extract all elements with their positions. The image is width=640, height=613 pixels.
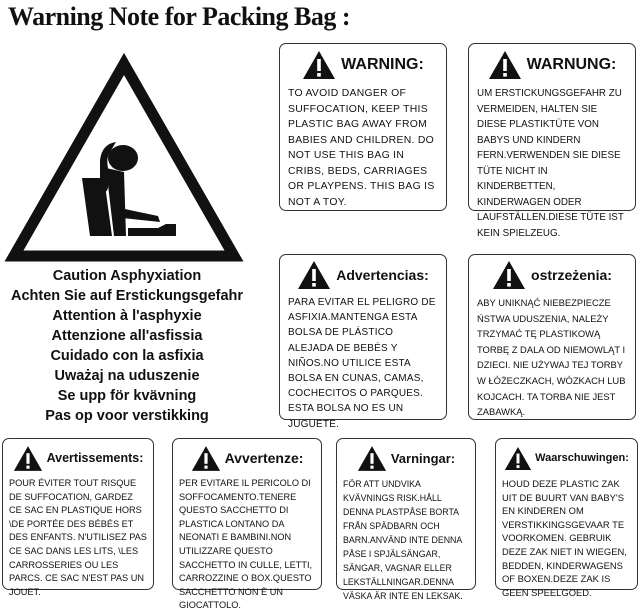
warning-box-german bbox=[468, 43, 636, 239]
box-heading: Advertencias: bbox=[336, 267, 429, 283]
caution-line: Se upp för kvävning bbox=[57, 388, 197, 404]
box-heading: ostrzeżenia: bbox=[531, 267, 612, 283]
box-text: HOUD DEZE PLASTIC ZAK UIT DE BUURT VAN BABY'S EN KINDEREN OM VERSTIKKINGSGEVAAR TE VOORKOMEN. GEBRUIK DEZE ZAK NIET IN WIEGEN, BEDDEN, KINDERWAGENS OF BOXEN.DEZE ZAK IS GEEN SPEELGOED. bbox=[502, 478, 627, 598]
warning-triangle-icon bbox=[297, 260, 331, 290]
box-heading: WARNING: bbox=[341, 56, 424, 73]
box-heading: Waarschuwingen: bbox=[535, 452, 629, 464]
box-heading: Avvertenze: bbox=[224, 450, 304, 466]
warning-triangle-icon bbox=[504, 446, 532, 471]
warning-triangle-icon bbox=[357, 445, 387, 472]
warning-box-english bbox=[279, 43, 447, 211]
caution-line: Achten Sie auf Erstickungsgefahr bbox=[10, 288, 244, 304]
warning-triangle-icon bbox=[191, 445, 221, 472]
suffocation-sign-icon bbox=[8, 58, 240, 262]
box-text: ABY UNIKNĄĆ NIEBEZPIECZE ŃSTWA UDUSZENIA, NALEŻY TRZYMAĆ TĘ PLASTIKOWĄ TORBĘ Z DALA OD NIEMOWLĄT I DZIECI. NIE UŻYWAJ TEJ TORBY W ŁÓŻECZKACH, WÓZKACH LUB KOJCACH. TA TORBA NIE JEST ZABAWKĄ. bbox=[477, 297, 626, 418]
warning-box-spanish bbox=[279, 254, 447, 430]
caution-list bbox=[0, 266, 254, 426]
box-text: TO AVOID DANGER OF SUFFOCATION, KEEP THIS PLASTIC BAG AWAY FROM BABIES AND CHILDREN. DO NOT USE THIS BAG IN CRIBS, BEDS, CARRIAGES OR PLAYPENS. THIS BAG IS NOT A TOY. bbox=[288, 88, 435, 208]
warning-box-polish bbox=[468, 254, 636, 420]
warning-box-italian bbox=[172, 438, 322, 611]
caution-line: Cuidado con la asfixia bbox=[50, 348, 204, 364]
warning-box-french bbox=[2, 438, 154, 597]
caution-line: Attention à l'asphyxie bbox=[52, 308, 202, 324]
warning-triangle-icon bbox=[488, 50, 522, 80]
box-heading: Avertissements: bbox=[46, 451, 144, 465]
warning-triangle-icon bbox=[302, 50, 336, 80]
box-text: PARA EVITAR EL PELIGRO DE ASFIXIA.MANTENGA ESTA BOLSA DE PLÁSTICO ALEJADA DE BEBÉS Y NIÑOS.NO UTILICE ESTA BOLSA EN CUNAS, CAMAS, COCHECITOS O PARQUES. ESTA BOLSA NO ES UN JUGUETE. bbox=[288, 297, 436, 430]
caution-line: Caution Asphyxiation bbox=[52, 268, 202, 284]
page-title: Warning Note for Packing Bag : bbox=[8, 2, 351, 31]
warning-triangle-icon bbox=[492, 260, 526, 290]
warning-triangle-icon bbox=[13, 445, 43, 472]
box-text: PER EVITARE IL PERICOLO DI SOFFOCAMENTO.TENERE QUESTO SACCHETTO DI PLASTICA LONTANO DA NEONATI E BAMBINI.NON UTILIZZARE QUESTO SACCHETTO IN CULLE, LETTI, CARROZZINE O BOX.QUESTO SACCHETTO NON È UN GIOCATTOLO. bbox=[179, 478, 313, 611]
warning-box-swedish bbox=[336, 438, 476, 601]
box-text: POUR ÉVITER TOUT RISQUE DE SUFFOCATION, GARDEZ CE SAC EN PLASTIQUE HORS \DE PORTÉE DES BÉBÉS ET DES ENFANTS. N'UTILISEZ PAS CE SAC DANS LES LITS, \LES CARROSSERIES OU LES PARCS. CE SAC N'EST PAS UN JOUET. bbox=[9, 478, 147, 597]
box-heading: WARNUNG: bbox=[526, 56, 617, 73]
caution-line: Uważaj na uduszenie bbox=[54, 368, 200, 384]
box-heading: Varningar: bbox=[390, 450, 456, 466]
warning-box-dutch bbox=[495, 438, 638, 598]
box-text: FÖR ATT UNDVIKA KVÄVNINGS RISK.HÅLL DENNA PLASTPÅSE BORTA FRÅN SPÄDBARN OCH BARN.ANVÄND INTE DENNA PÅSE I SPJÄLSÄNGAR, SÄNGAR, VAGNAR ELLER LEKSTÄLLNINGAR.DENNA VÄSKA ÄR INTE EN LEKSAK. bbox=[343, 479, 463, 601]
box-text: UM ERSTICKUNGSGEFAHR ZU VERMEIDEN, HALTEN SIE DIESE PLASTIKTÜTE VON BABYS UND KINDERN FERN.VERWENDEN SIE DIESE TÜTE NICHT IN KINDERBETTEN, KINDERWAGEN ODER LAUFSTÄLLEN.DIESE TÜTE IST KEIN SPIELZEUG. bbox=[477, 88, 624, 239]
caution-line: Attenzione all'asfissia bbox=[51, 328, 203, 344]
caution-line: Pas op voor verstikking bbox=[45, 408, 209, 424]
